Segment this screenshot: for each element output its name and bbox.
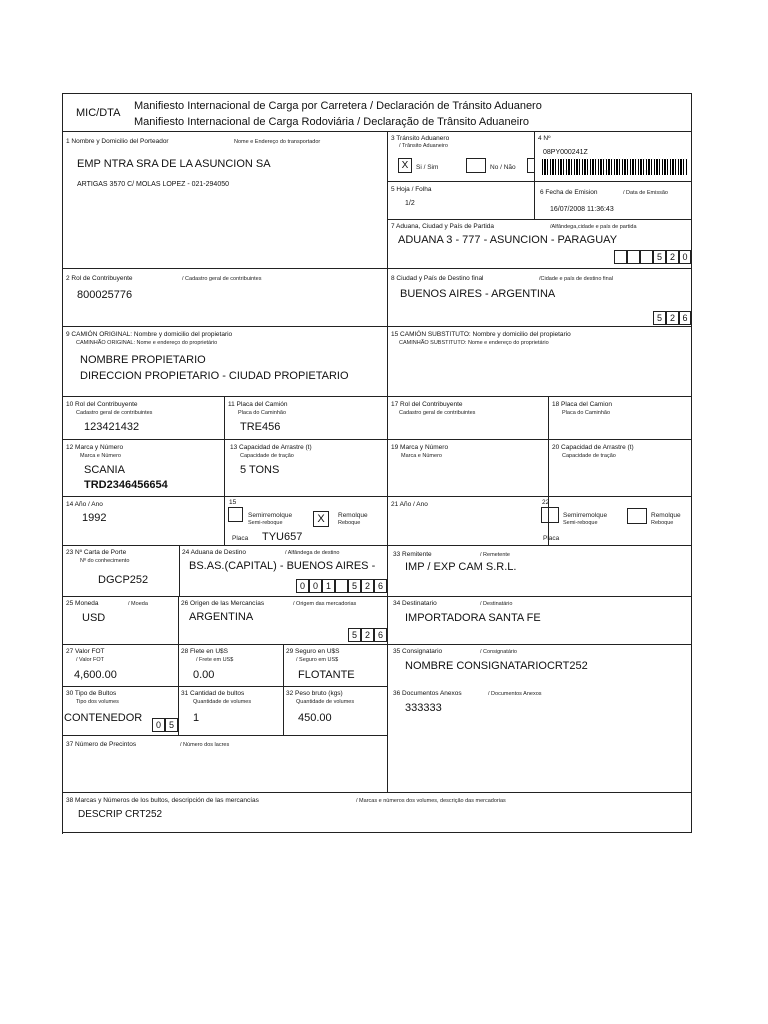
f6-label: 6 Fecha de Emision: [540, 189, 598, 196]
form-code: MIC/DTA: [76, 107, 121, 119]
goods-origin: ARGENTINA: [189, 611, 254, 623]
f36-label: 36 Documentos Anexos: [393, 690, 462, 697]
rule-f7-top: [387, 219, 691, 220]
f7-label: 7 Aduana, Ciudad y País de Partida: [391, 223, 494, 230]
f18-label: 18 Placa del Camion: [552, 401, 612, 408]
package-type-digit: 5: [165, 718, 178, 732]
f16-label: 15: [229, 499, 237, 506]
goods-origin-digit: 2: [361, 628, 374, 642]
f5-label: 5 Hoja / Folha: [391, 186, 432, 193]
f1-label: 1 Nombre y Domicilio del Porteador: [66, 138, 169, 145]
transit-si-checkbox[interactable]: X: [398, 158, 412, 173]
f3-sublabel: / Trânsito Aduaneiro: [399, 143, 448, 149]
sub-semitrailer-label: Semirremolque: [563, 512, 608, 519]
f1-sublabel: Nome e Endereço do transportador: [234, 139, 321, 145]
f27-sublabel: / Valor FOT: [76, 657, 105, 663]
f10-sublabel: Cadastro geral de contribuintes: [76, 410, 153, 416]
insurance-value: FLOTANTE: [298, 669, 355, 681]
f28-label: 28 Flete en U$S: [181, 648, 228, 655]
f18-sublabel: Placa do Caminhão: [562, 410, 611, 416]
rule-bottom: [62, 832, 692, 833]
rule-row6: [62, 496, 691, 497]
form-title-pt: Manifiesto Internacional de Carga Rodoviária / Declaração de Trânsito Aduaneiro: [134, 116, 530, 128]
manifest-number: 08PY000241Z: [543, 149, 588, 156]
f20-sublabel: Capacidade de tração: [562, 453, 616, 459]
rule-row9: [62, 644, 691, 645]
f15-label: 15 CAMIÓN SUBSTITUTO: Nombre y domicilio del propietario: [391, 331, 571, 338]
manifest-barcode: [542, 159, 688, 175]
destination-customs-digit: [335, 579, 348, 593]
f25-sublabel: / Moeda: [128, 601, 148, 607]
trailer-checkbox[interactable]: X: [313, 511, 329, 527]
f24-sublabel: / Alfândega de destino: [285, 550, 340, 556]
sender-name: IMP / EXP CAM S.R.L.: [405, 561, 517, 573]
f26-label: 26 Origen de las Mercancías: [181, 600, 265, 607]
truck-brand: SCANIA: [84, 464, 125, 476]
semitrailer-label: Semirremolque: [248, 512, 293, 519]
f25-label: 25 Moneda: [66, 600, 99, 607]
sub-semitrailer-checkbox[interactable]: [541, 507, 559, 523]
trailer-plate-label: Placa: [232, 535, 249, 542]
truck-year: 1992: [82, 512, 107, 524]
f10-label: 10 Rol del Contribuyente: [66, 401, 138, 408]
carrier-name: EMP NTRA SRA DE LA ASUNCION SA: [77, 158, 271, 170]
form-right-edge: [691, 93, 692, 833]
f9-label: 9 CAMIÓN ORIGINAL: Nombre y domicilio del propietario: [66, 331, 233, 338]
recipient-name: IMPORTADORA SANTA FE: [405, 612, 541, 624]
f29-label: 29 Seguro en U$S: [286, 648, 340, 655]
destination-customs-digit: 1: [322, 579, 335, 593]
f31-sublabel: Quantidade de volumes: [193, 699, 252, 705]
taxpayer-role: 800025776: [77, 289, 133, 301]
f3-label: 3 Tránsito Aduanero: [391, 135, 450, 142]
trailer-plate: TYU657: [262, 531, 303, 543]
rule-row12: [62, 792, 691, 793]
destination-customs-digit: 5: [348, 579, 361, 593]
rule-row2: [62, 268, 691, 269]
f35-sublabel: / Consignatário: [480, 649, 517, 655]
f24-label: 24 Aduana de Destino: [182, 549, 246, 556]
rule-row3: [62, 326, 691, 327]
f35-label: 35 Consignatario: [393, 648, 443, 655]
f2-sublabel: / Cadastro geral de contribuintes: [182, 276, 262, 282]
f19-label: 19 Marca y Número: [391, 444, 449, 451]
owner-name: NOMBRE PROPIETARIO: [80, 354, 206, 366]
departure-code-digit: [640, 250, 653, 264]
carrier-address: ARTIGAS 3570 C/ MOLAS LOPEZ - 021-294050: [77, 181, 230, 188]
f13-sublabel: Capacidade de tração: [240, 453, 294, 459]
f9-sublabel: CAMINHÃO ORIGINAL: Nome e endereço do proprietário: [76, 340, 218, 346]
f29-sublabel: / Seguro em US$: [296, 657, 339, 663]
f12-sublabel: Marca e Número: [80, 453, 121, 459]
package-type: CONTENEDOR: [64, 712, 143, 724]
destination-customs-digit: 6: [374, 579, 387, 593]
f8-label: 8 Ciudad y País de Destino final: [391, 275, 484, 282]
departure-customs: ADUANA 3 - 777 - ASUNCION - PARAGUAY: [398, 234, 618, 246]
goods-origin-digit: 6: [374, 628, 387, 642]
f37-sublabel: / Número dos lacres: [180, 742, 230, 748]
f20-label: 20 Capacidad de Arrastre (t): [552, 444, 634, 451]
f6-sublabel: / Data de Emissão: [623, 190, 668, 196]
rule-row8: [62, 596, 691, 597]
rule-row5: [62, 439, 691, 440]
destination-customs-digit: 0: [309, 579, 322, 593]
transit-no-checkbox[interactable]: [466, 158, 486, 173]
f31-label: 31 Cantidad de bultos: [181, 690, 245, 697]
gross-weight: 450.00: [298, 712, 332, 724]
transit-si-label: Si / Sim: [416, 164, 439, 171]
f38-label: 38 Marcas y Números de los bultos, descripción de las mercancías: [66, 797, 259, 804]
f33-sublabel: / Remetente: [480, 552, 510, 558]
transit-box-edge: [527, 158, 534, 173]
rule-row4: [62, 396, 691, 397]
trailer-label-pt: Reboque: [338, 520, 361, 526]
sub-trailer-label: Remolque: [651, 512, 681, 519]
sub-semitrailer-label-pt: Semi-reboque: [563, 520, 598, 526]
towing-capacity: 5 TONS: [240, 464, 280, 476]
departure-code-digit: [627, 250, 640, 264]
destination-customs-digit: 0: [296, 579, 309, 593]
rule-row7: [62, 545, 691, 546]
sub-trailer-plate-label: Placa: [543, 535, 560, 542]
f13-label: 13 Capacidad de Arrastre (t): [230, 444, 312, 451]
f22-label: 22: [542, 499, 550, 506]
f26-sublabel: / Origem das mercadorias: [293, 601, 357, 607]
sub-trailer-checkbox[interactable]: [627, 508, 647, 524]
package-type-digit: 0: [152, 718, 165, 732]
f37-label: 37 Número de Precintos: [66, 741, 137, 748]
f30-sublabel: Tipo dos volumes: [76, 699, 119, 705]
f28-sublabel: / Frete em US$: [196, 657, 234, 663]
rule-col-b: [224, 396, 225, 546]
f32-sublabel: Quantidade de volumes: [296, 699, 355, 705]
semitrailer-checkbox[interactable]: [228, 507, 243, 522]
rule-row10: [62, 686, 387, 687]
f21-label: 21 Año / Ano: [391, 501, 428, 508]
goods-description: DESCRIP CRT252: [78, 809, 163, 820]
rule-f5-top: [387, 181, 691, 182]
sheet-number: 1/2: [405, 200, 415, 207]
consignee-name: NOMBRE CONSIGNATARIOCRT252: [405, 660, 588, 672]
f17-sublabel: Cadastro geral de contribuintes: [399, 410, 476, 416]
rule-f28: [178, 644, 179, 735]
destination-code-digit: 5: [653, 311, 666, 325]
departure-code-digit: 0: [679, 250, 691, 264]
transit-no-label: No / Não: [490, 164, 516, 171]
truck-plate: TRE456: [240, 421, 281, 433]
rule-center: [387, 131, 388, 792]
fot-value: 4,600.00: [74, 669, 117, 681]
destination-customs-digit: 2: [361, 579, 374, 593]
f2-label: 2 Rol de Contribuyente: [66, 275, 133, 282]
form-title-es: Manifiesto Internacional de Carga por Carretera / Declaración de Tránsito Aduanero: [134, 100, 542, 112]
truck-number: TRD2346456654: [84, 479, 168, 491]
rule-f29: [283, 644, 284, 735]
f33-label: 33 Remitente: [393, 551, 432, 558]
f7-sublabel: /Alfândega,cidade e país de partida: [550, 224, 637, 230]
issue-date: 16/07/2008 11:36:43: [550, 206, 614, 213]
destination-code-digit: 6: [679, 311, 691, 325]
package-count: 1: [193, 712, 200, 724]
destination-customs: BS.AS.(CAPITAL) - BUENOS AIRES -: [189, 560, 376, 572]
waybill-number: DGCP252: [98, 574, 149, 586]
sub-trailer-label-pt: Reboque: [651, 520, 674, 526]
f23-label: 23 Nº Carta de Porte: [66, 549, 127, 556]
trailer-label: Remolque: [338, 512, 368, 519]
truck-taxpayer-role: 123421432: [84, 421, 140, 433]
f30-label: 30 Tipo de Bultos: [66, 690, 117, 697]
semitrailer-label-pt: Semi-reboque: [248, 520, 283, 526]
destination-code-digit: 2: [666, 311, 679, 325]
f38-sublabel: / Marcas e números dos volumes, descrição das mercadorias: [356, 798, 506, 804]
f11-sublabel: Placa do Caminhão: [238, 410, 287, 416]
f15-sublabel: CAMINHÃO SUBSTITUTO: Nome e endereço do proprietário: [399, 340, 549, 346]
freight-value: 0.00: [193, 669, 215, 681]
f11-label: 11 Placa del Camión: [228, 401, 288, 408]
departure-code-digit: 2: [666, 250, 679, 264]
f36-sublabel: / Documentos Anexos: [488, 691, 542, 697]
rule-f24: [179, 545, 180, 596]
rule-f4: [534, 131, 535, 219]
rule-col-d: [548, 396, 549, 546]
f23-sublabel: Nº do conhecimento: [80, 558, 130, 564]
rule-header: [62, 131, 691, 132]
f27-label: 27 Valor FOT: [66, 648, 105, 655]
currency: USD: [82, 612, 106, 624]
attached-documents: 333333: [405, 702, 442, 714]
f12-label: 12 Marca y Número: [66, 444, 124, 451]
destination-city: BUENOS AIRES - ARGENTINA: [400, 288, 556, 300]
rule-f26: [178, 596, 179, 644]
owner-address: DIRECCION PROPIETARIO - CIUDAD PROPIETARIO: [80, 370, 349, 382]
f4-label: 4 Nº: [538, 135, 551, 142]
rule-row11: [62, 735, 387, 736]
f34-sublabel: / Destinatário: [480, 601, 513, 607]
f34-label: 34 Destinatario: [393, 600, 437, 607]
f19-sublabel: Marca e Número: [401, 453, 442, 459]
f32-label: 32 Peso bruto (kgs): [286, 690, 343, 697]
f8-sublabel: /Cidade e país de destino final: [539, 276, 613, 282]
f14-label: 14 Año / Ano: [66, 501, 103, 508]
f17-label: 17 Rol del Contribuyente: [391, 401, 463, 408]
goods-origin-digit: 5: [348, 628, 361, 642]
departure-code-digit: 5: [653, 250, 666, 264]
departure-code-digit: [614, 250, 627, 264]
